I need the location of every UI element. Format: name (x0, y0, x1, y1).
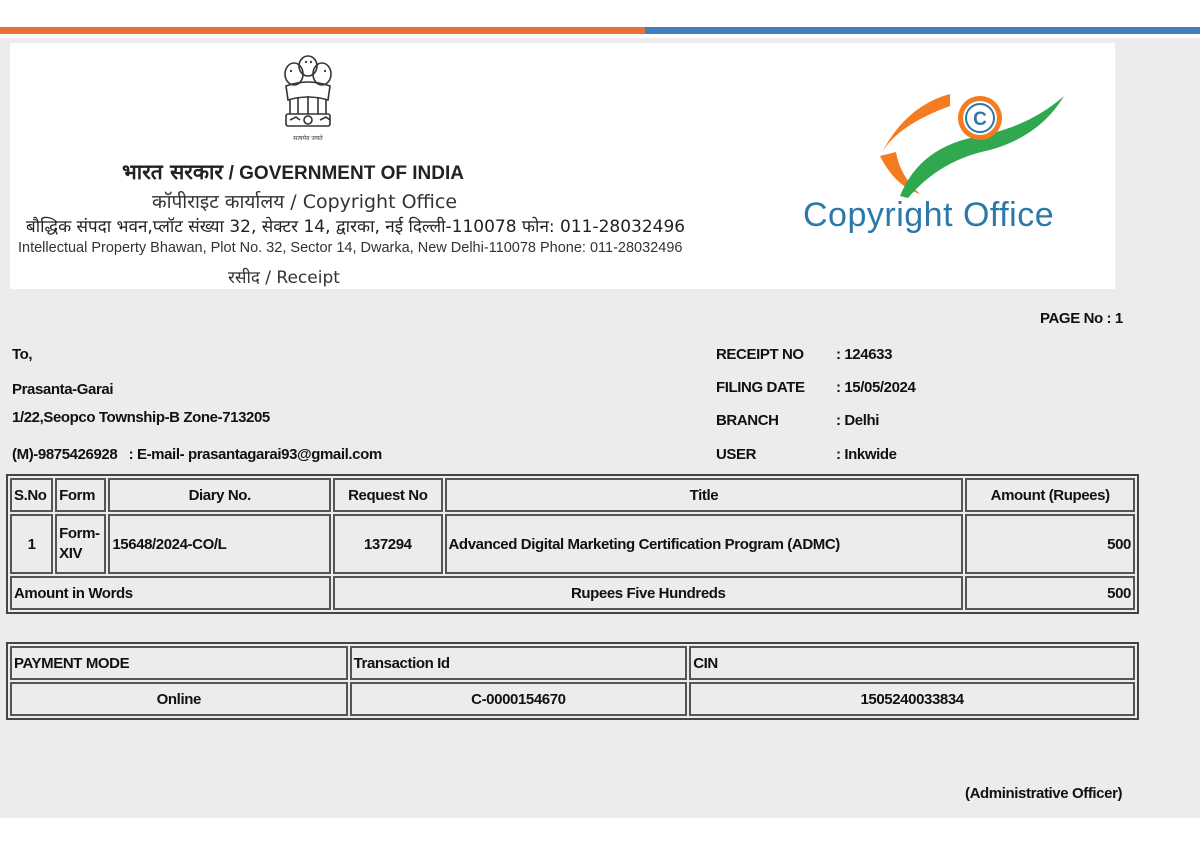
top-accent-orange (0, 27, 645, 34)
filing-date-value: : 15/05/2024 (836, 379, 916, 396)
user-label: USER (716, 446, 757, 463)
table-row (10, 514, 1135, 574)
national-emblem-icon (276, 50, 340, 146)
logo-wordmark: Copyright Office (803, 196, 1055, 234)
address-hindi: बौद्धिक संपदा भवन,प्लॉट संख्या 32, सेक्टर 14, द्वारका, नई दिल्ली-110078 फोन: 011-28032496 (26, 217, 686, 237)
receipt-no-label: RECEIPT NO (716, 346, 804, 363)
cell-payment-mode: Online (10, 682, 348, 716)
col-header-transaction-id: Transaction Id (350, 646, 688, 680)
page-number: PAGE No : 1 (1040, 310, 1123, 327)
top-accent-bar (0, 27, 1200, 34)
office-name: कॉपीराइट कार्यालय / Copyright Office (152, 191, 458, 213)
col-header-title: Title (445, 478, 964, 512)
amount-in-words-row (10, 576, 1135, 610)
table-header-row (10, 478, 1135, 512)
address-english: Intellectual Property Bhawan, Plot No. 32, Sector 14, Dwarka, New Delhi-110078 Phone: 011-28032496 (18, 240, 683, 256)
col-header-cin: CIN (689, 646, 1135, 680)
cell-form: Form-XIV (55, 514, 106, 574)
receipt-no-value: : 124633 (836, 346, 893, 363)
col-header-payment-mode: PAYMENT MODE (10, 646, 348, 680)
col-header-request-no: Request No (333, 478, 442, 512)
top-accent-blue (645, 27, 1200, 34)
cell-amount: 500 (965, 514, 1135, 574)
col-header-amount: Amount (Rupees) (965, 478, 1135, 512)
cell-cin: 1505240033834 (689, 682, 1135, 716)
addressee-to: To, (12, 346, 33, 363)
government-title-hindi: भारत सरकार (122, 160, 224, 184)
user-value: : Inkwide (836, 446, 897, 463)
cell-diary-no: 15648/2024-CO/L (108, 514, 331, 574)
branch-value: : Delhi (836, 412, 880, 429)
amount-in-words-value: Rupees Five Hundreds (333, 576, 963, 610)
payment-table (6, 642, 1139, 720)
amount-in-words-label: Amount in Words (10, 576, 331, 610)
col-header-diary-no: Diary No. (108, 478, 331, 512)
amount-in-words-total: 500 (965, 576, 1135, 610)
receipt-heading: रसीद / Receipt (228, 268, 340, 288)
filing-date-label: FILING DATE (716, 379, 805, 396)
cell-title: Advanced Digital Marketing Certification Program (ADMC) (445, 514, 964, 574)
addressee-name: Prasanta-Garai (12, 381, 114, 398)
signatory: (Administrative Officer) (965, 785, 1123, 802)
logo-orange-swoosh (880, 94, 950, 156)
cell-request-no: 137294 (333, 514, 442, 574)
emblem-caption: सत्यमेव जयते (293, 135, 323, 142)
addressee-address: 1/22,Seopco Township-B Zone-713205 (12, 409, 270, 426)
fee-items-table (6, 474, 1139, 614)
payment-header-row (10, 646, 1135, 680)
cell-sno: 1 (10, 514, 53, 574)
col-header-form: Form (55, 478, 106, 512)
payment-row (10, 682, 1135, 716)
col-header-sno: S.No (10, 478, 53, 512)
cell-transaction-id: C-0000154670 (350, 682, 688, 716)
government-title (122, 158, 464, 186)
government-title-english: / GOVERNMENT OF INDIA (228, 163, 464, 184)
addressee-contact: (M)-9875426928 : E-mail- prasantagarai93@gmail.com (12, 446, 382, 463)
logo-c-letter: C (973, 109, 987, 130)
branch-label: BRANCH (716, 412, 779, 429)
